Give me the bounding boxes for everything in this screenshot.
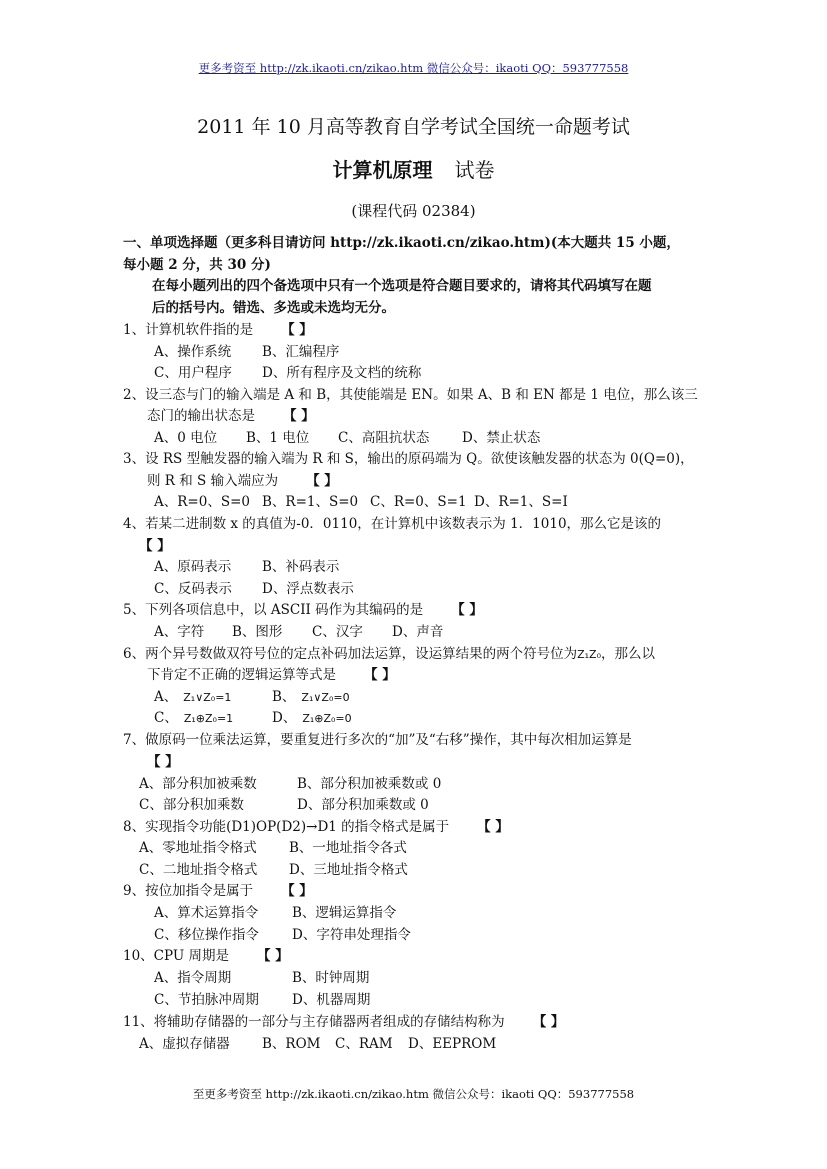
question-9-options-cd: [154, 926, 411, 944]
logic-expression: Z₁∨Z₀=1: [183, 691, 232, 704]
option-a: A、字符: [154, 624, 205, 640]
logic-expression: Z₁⊕Z₀=0: [302, 712, 352, 725]
option-a: A、虚拟存储器: [139, 1036, 230, 1052]
option-b: B、逻辑运算指令: [292, 905, 397, 921]
option-d: D、EEPROM: [408, 1036, 497, 1052]
question-4-options-cd: [154, 580, 354, 598]
answer-bracket: 【 】: [281, 322, 313, 338]
answer-bracket: 【 】: [281, 883, 313, 899]
answer-bracket: 【 】: [139, 538, 171, 554]
option-c: C、部分积加乘数: [139, 797, 244, 813]
option-b: B、1 电位: [246, 430, 310, 446]
option-d: D、声音: [392, 624, 444, 640]
option-d: D、禁止状态: [462, 430, 541, 446]
question-3-cont: [147, 472, 338, 490]
option-label: A、: [154, 689, 178, 705]
question-6-options-ab: [154, 688, 350, 707]
question-1-options-cd: [154, 364, 421, 382]
option-c: C、R=0、S=1: [370, 494, 467, 510]
question-3: 3、设 RS 型触发器的输入端为 R 和 S，输出的原码端为 Q。欲使该触发器的状态为 0(Q=0)，: [123, 451, 694, 467]
option-b: B、R=1、S=0: [262, 494, 359, 510]
option-b: [272, 688, 350, 707]
question-3-options: [154, 493, 568, 511]
answer-bracket: 【 】: [257, 948, 289, 964]
section-instruction-cont: 后的括号内。错选、多选或未选均无分。: [152, 300, 395, 316]
question-text: 9、按位加指令是属于: [123, 883, 254, 899]
option-a: A、操作系统: [154, 344, 232, 360]
question-2-cont: [147, 407, 315, 425]
option-b: B、汇编程序: [262, 344, 340, 360]
option-b: B、图形: [232, 624, 283, 640]
question-text: 5、下列各项信息中，以 ASCII 码作为其编码的是: [123, 602, 424, 618]
answer-bracket: 【 】: [283, 408, 315, 424]
answer-bracket: 【 】: [306, 473, 338, 489]
question-9: [123, 882, 313, 900]
section-instruction: 在每小题列出的四个备选项中只有一个选项是符合题目要求的，请将其代码填写在题: [152, 278, 652, 294]
option-b: B、ROM: [262, 1036, 321, 1052]
option-b: B、补码表示: [262, 559, 340, 575]
question-text: 8、实现指令功能(D1)OP(D2)→D1 的指令格式是属于: [123, 819, 450, 835]
question-6: [123, 645, 655, 664]
answer-bracket: 【 】: [147, 754, 179, 770]
question-2: 2、设三态与门的输入端是 A 和 B，其使能端是 EN。如果 A、B 和 EN 都是 1 电位，那么该三: [123, 387, 698, 403]
footer-link[interactable]: 至更多考资至 http://zk.ikaoti.cn/zikao.htm 微信公众号：ikaoti QQ：593777558: [192, 1087, 635, 1101]
option-d: D、浮点数表示: [262, 581, 354, 597]
course-code: (课程代码 02384): [351, 202, 476, 220]
question-10-options-cd: [154, 991, 370, 1009]
logic-expression: Z₁∨Z₀=0: [301, 691, 350, 704]
option-label: B、: [272, 689, 296, 705]
header-link[interactable]: 更多考资至 http://zk.ikaoti.cn/zikao.htm 微信公众号：ikaoti QQ：593777558: [198, 61, 629, 75]
answer-bracket: 【 】: [477, 819, 509, 835]
question-text-tail: ，那么以: [600, 646, 655, 662]
exam-title: 2011 年 10 月高等教育自学考试全国统一命题考试: [197, 116, 630, 138]
question-1: [123, 321, 313, 339]
option-a: A、算术运算指令: [154, 905, 259, 921]
question-10: [123, 947, 289, 965]
option-c: C、高阻抗状态: [338, 430, 430, 446]
option-c: C、用户程序: [154, 365, 232, 381]
option-d: D、三地址指令格式: [289, 862, 408, 878]
option-label: D、: [272, 710, 297, 726]
option-c: C、节拍脉冲周期: [154, 992, 259, 1008]
question-text: 6、两个异号数做双符号位的定点补码加法运算，设运算结果的两个符号位为: [123, 646, 578, 662]
question-11-options: [139, 1035, 496, 1053]
option-a: A、0 电位: [154, 430, 218, 446]
question-6-options-cd: [154, 709, 352, 728]
question-text: 则 R 和 S 输入端应为: [147, 473, 279, 489]
exam-subject-title: [0, 154, 827, 183]
question-9-options-ab: [154, 904, 396, 922]
option-c: C、反码表示: [154, 581, 232, 597]
option-b: B、部分积加被乘数或 0: [297, 776, 442, 792]
question-8-options-cd: [139, 861, 408, 879]
option-d: D、所有程序及文档的统称: [262, 365, 422, 381]
logic-expression: Z₁⊕Z₀=1: [183, 712, 234, 725]
option-c: C、汉字: [312, 624, 363, 640]
question-text: 10、CPU 周期是: [123, 948, 230, 964]
option-a: A、R=0、S=0: [154, 494, 250, 510]
option-d: D、机器周期: [292, 992, 371, 1008]
question-11: [123, 1013, 564, 1031]
question-8-options-ab: [139, 839, 407, 857]
question-1-options-ab: [154, 343, 339, 361]
answer-bracket: 【 】: [532, 1014, 565, 1030]
option-b: B、时钟周期: [292, 970, 370, 986]
option-d: D、字符串处理指令: [292, 927, 411, 943]
question-5: [123, 601, 483, 619]
question-7-options-cd: [139, 796, 429, 814]
subject-name: 计算机原理: [332, 158, 433, 182]
question-4-options-ab: [154, 558, 339, 576]
option-a: A、部分积加被乘数: [139, 776, 257, 792]
question-2-options: [154, 429, 540, 447]
option-a: A、零地址指令格式: [139, 840, 257, 856]
option-b: B、一地址指令各式: [289, 840, 407, 856]
section-heading: 一、单项选择题（更多科目请访问 http://zk.ikaoti.cn/zikao.htm)(本大题共 15 小题，: [123, 235, 680, 251]
section-heading-cont: 每小题 2 分，共 30 分): [123, 257, 271, 273]
question-6-cont: [147, 666, 396, 684]
option-a: A、指令周期: [154, 970, 232, 986]
option-a: A、原码表示: [154, 559, 232, 575]
option-d: D、R=1、S=I: [474, 494, 568, 510]
question-text: 11、将辅助存储器的一部分与主存储器两者组成的存储结构称为: [123, 1014, 505, 1030]
question-8: [123, 818, 509, 836]
question-7-options-ab: [139, 775, 441, 793]
option-a: [154, 688, 272, 707]
option-d: [272, 709, 352, 728]
paper-label: 试卷: [454, 158, 495, 182]
answer-bracket: 【 】: [364, 667, 396, 683]
question-7: 7、做原码一位乘法运算，要重复进行多次的“加”及“右移”操作，其中每次相加运算是: [123, 732, 632, 748]
sign-bits-symbol: Z₁Z₀: [577, 648, 601, 661]
question-text: 下肯定不正确的逻辑运算等式是: [147, 667, 336, 683]
question-4: 4、若某二进制数 x 的真值为-0．0110，在计算机中该数表示为 1．1010，那么它是该的: [123, 516, 662, 532]
option-c: C、RAM: [335, 1036, 393, 1052]
question-10-options-ab: [154, 969, 369, 987]
question-text: 1、计算机软件指的是: [123, 322, 254, 338]
question-text: 态门的输出状态是: [147, 408, 255, 424]
option-d: D、部分积加乘数或 0: [297, 797, 429, 813]
option-c: [154, 709, 272, 728]
question-5-options: [154, 623, 443, 641]
option-c: C、移位操作指令: [154, 927, 259, 943]
option-c: C、二地址指令格式: [139, 862, 258, 878]
answer-bracket: 【 】: [451, 602, 483, 618]
option-label: C、: [154, 710, 178, 726]
